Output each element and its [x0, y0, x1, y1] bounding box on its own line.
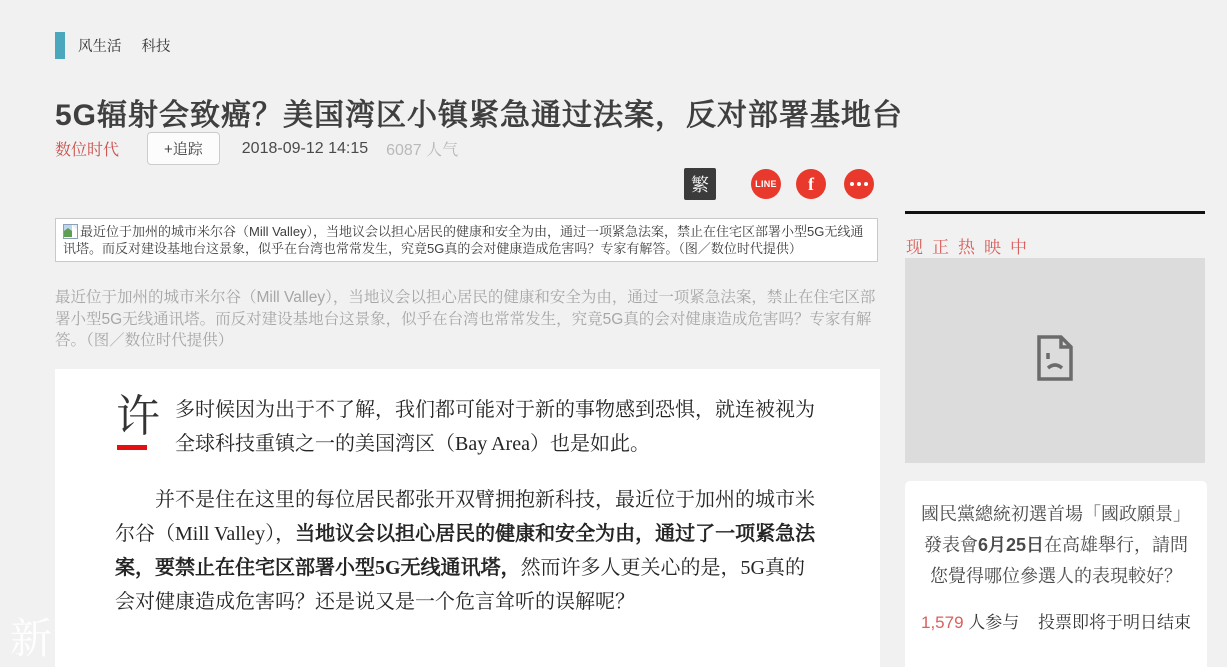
- sidebar-section-title: 现正热映中: [906, 238, 1036, 257]
- breadcrumb-item-tech[interactable]: 科技: [141, 39, 171, 55]
- category-accent-bar: [55, 32, 65, 59]
- facebook-share-button[interactable]: f: [796, 169, 826, 199]
- sidebar-top-rule: [905, 211, 1205, 214]
- image-alt-caption-box: [55, 218, 878, 262]
- paragraph-1: 多时候因为出于不了解，我们都可能对于新的事物感到恐惧，就连被视为全球科技重镇之一的美国湾区（Bay Area）也是如此。: [175, 399, 815, 455]
- poll-participant-suffix: 人参与: [968, 613, 1020, 632]
- more-share-button[interactable]: [844, 169, 874, 199]
- poll-participant-count: 1,579: [920, 613, 964, 632]
- dropcap-character: 许: [116, 392, 160, 441]
- line-share-button[interactable]: LINE: [751, 169, 781, 199]
- paragraph-2: 并不是住在这里的每位居民都张开双臂拥抱新科技，最近位于加州的城市米尔谷（Mill Valley），当地议会以担心居民的健康和安全为由，通过了一项紧急法案，要禁止在住宅区部署小型5G无线通讯塔，然而许多人更关心的是，5G真的会对健康造成危害吗？还是说又是一个危言耸听的误解呢？: [115, 489, 816, 613]
- dropcap-red-rule: [117, 445, 147, 450]
- source-link[interactable]: 数位时代: [55, 142, 120, 159]
- dropcap: [115, 392, 161, 450]
- breadcrumb: [55, 32, 191, 59]
- page-title: 5G辐射会致癌？美国湾区小镇紧急通过法案，反对部署基地台: [55, 99, 904, 133]
- caption-box-text: 最近位于加州的城市米尔谷（Mill Valley），当地议会以担心居民的健康和安全为由，通过一项紧急法案，禁止在住宅区部署小型5G无线通讯塔。而反对建设基地台这景象，似乎在台湾也常常发生，究竟5G真的会对健康造成危害吗？专家有解答。（图／数位时代提供）: [63, 224, 864, 256]
- follow-button[interactable]: +追踪: [147, 132, 220, 165]
- poll-question: 國民黨總統初選首場「國政願景」發表會6月25日在高雄舉行，請問您覺得哪位參選人的表現較好？: [921, 504, 1191, 586]
- broken-image-thumbnail-icon: [63, 224, 78, 239]
- traditional-chinese-toggle-button[interactable]: 繁: [684, 168, 716, 200]
- poll-widget[interactable]: [905, 481, 1207, 667]
- sidebar-video-placeholder[interactable]: [905, 258, 1205, 463]
- publish-datetime: 2018-09-12 14:15: [241, 139, 369, 157]
- article-body: [55, 369, 880, 667]
- dot-icon: [864, 182, 868, 186]
- watermark-glyph: 新: [10, 617, 53, 663]
- poll-deadline: 投票即将于明日结束: [1038, 613, 1191, 632]
- broken-image-icon: [1035, 334, 1075, 387]
- image-caption: 最近位于加州的城市米尔谷（Mill Valley），当地议会以担心居民的健康和安全为由，通过一项紧急法案，禁止在住宅区部署小型5G无线通讯塔。而反对建设基地台这景象，似乎在台湾也常常发生，究竟5G真的会对健康造成危害吗？专家有解答。（图／数位时代提供）: [55, 289, 876, 349]
- byline: [55, 132, 458, 165]
- poll-stats: [915, 608, 1197, 633]
- breadcrumb-item-lifestyle[interactable]: 风生活: [78, 39, 122, 55]
- dot-icon: [857, 182, 861, 186]
- dot-icon: [850, 182, 854, 186]
- view-count: 6087 人气: [386, 142, 459, 159]
